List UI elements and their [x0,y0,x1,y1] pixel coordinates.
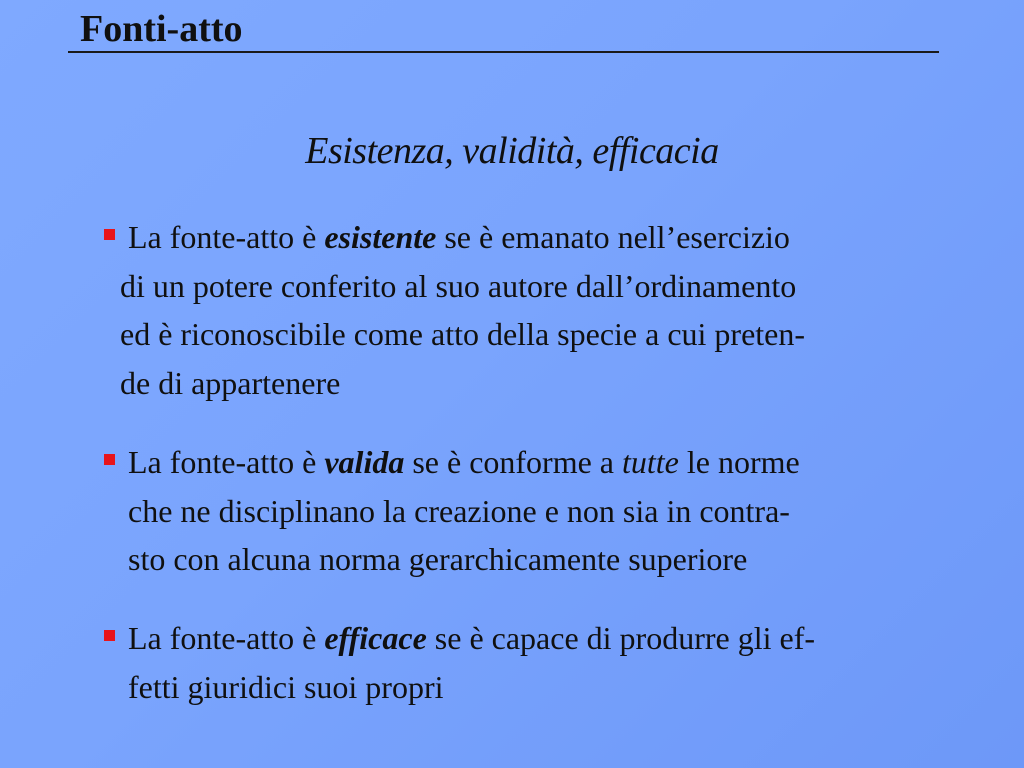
bullet-continuation-line: che ne disciplinano la creazione e non sia in contra- [128,492,790,529]
bullet-first-line [104,213,805,262]
bullet-esistente [104,213,805,407]
bullet-tail-text: se è emanato nell’esercizio [436,219,790,255]
bullet-efficace [104,614,815,711]
title-underline [68,51,939,53]
bullet-lead-text: La fonte-atto è [128,444,325,480]
bullet-term: efficace [324,620,427,656]
bullet-term: valida [324,444,405,480]
bullet-emphasis: tutte [622,444,679,480]
bullet-continuation-line: sto con alcuna norma gerarchicamente superiore [128,541,748,577]
bullet-square-icon [104,229,115,240]
bullet-continuation-line: de di appartenere [120,364,341,401]
bullet-lead-text: La fonte-atto è [128,620,325,656]
bullet-tail-text: le norme [678,444,800,480]
bullet-square-icon [104,454,115,465]
slide-subtitle: Esistenza, validità, efficacia [305,130,719,172]
bullet-tail-text: se è capace di produrre gli ef- [426,620,816,656]
bullet-mid-text: se è conforme a [404,444,622,480]
bullet-continuation-line: ed è riconoscibile come atto della specie a cui preten- [120,316,806,352]
bullet-valida [104,438,800,584]
bullet-first-line [104,614,815,663]
bullet-continuation-line: fetti giuridici suoi propri [128,668,444,705]
bullet-continuation-line: di un potere conferito al suo autore dall’ordinamento [120,267,797,304]
slide-title: Fonti-atto [80,8,243,50]
bullet-term: esistente [324,219,437,255]
bullet-square-icon [104,630,115,641]
bullet-lead-text: La fonte-atto è [128,219,325,255]
bullet-first-line [104,438,800,487]
